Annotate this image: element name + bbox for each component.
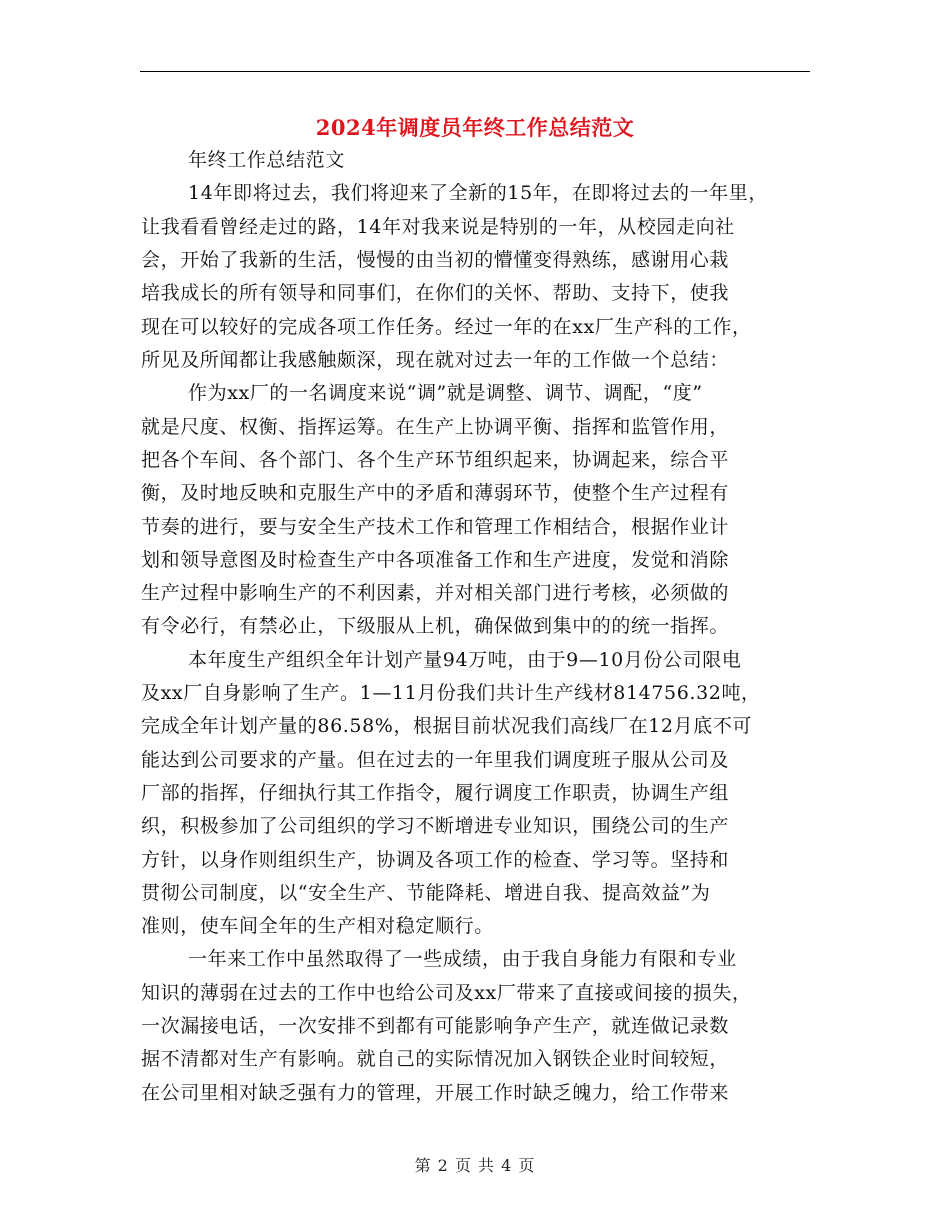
text-line: 现在可以较好的完成各项工作任务。经过一年的在xx厂生产科的工作，: [141, 316, 752, 338]
text-line: 厂部的指挥，仔细执行其工作指令，履行调度工作职责，协调生产组: [141, 782, 730, 804]
text-line: 有令必行，有禁必止，下级服从上机，确保做到集中的的统一指挥。: [141, 615, 730, 637]
text-line: 划和领导意图及时检查生产中各项准备工作和生产进度，发觉和消除: [141, 549, 730, 571]
text-line: 生产过程中影响生产的不利因素，并对相关部门进行考核，必须做的: [141, 582, 730, 604]
text-line: 会，开始了我新的生活，慢慢的由当初的懵懂变得熟练，感谢用心栽: [141, 249, 730, 271]
text-line: 年终工作总结范文: [188, 149, 345, 171]
text-line: 织，积极参加了公司组织的学习不断增进专业知识，围绕公司的生产: [141, 815, 730, 837]
text-line: 把各个车间、各个部门、各个生产环节组织起来，协调起来，综合平: [141, 449, 730, 471]
text-line: 能达到公司要求的产量。但在过去的一年里我们调度班子服从公司及: [141, 749, 730, 771]
text-line: 让我看看曾经走过的路，14年对我来说是特别的一年，从校园走向社: [141, 216, 735, 238]
text-line: 一年来工作中虽然取得了一些成绩，由于我自身能力有限和专业: [188, 948, 737, 970]
text-line: 本年度生产组织全年计划产量94万吨，由于9—10月份公司限电: [188, 649, 742, 671]
text-line: 所见及所闻都让我感触颇深，现在就对过去一年的工作做一个总结：: [141, 349, 730, 371]
text-line: 知识的薄弱在过去的工作中也给公司及xx厂带来了直接或间接的损失，: [141, 982, 752, 1004]
text-line: 准则，使车间全年的生产相对稳定顺行。: [141, 915, 494, 937]
text-line: 据不清都对生产有影响。就自己的实际情况加入钢铁企业时间较短，: [141, 1048, 730, 1070]
header-rule: [140, 71, 810, 72]
text-line: 衡，及时地反映和克服生产中的矛盾和薄弱环节，使整个生产过程有: [141, 482, 730, 504]
text-line: 就是尺度、权衡、指挥运筹。在生产上协调平衡、指挥和监管作用，: [141, 416, 730, 438]
text-line: 贯彻公司制度，以“安全生产、节能降耗、增进自我、提高效益”为: [141, 882, 711, 904]
text-line: 节奏的进行，要与安全生产技术工作和管理工作相结合，根据作业计: [141, 516, 730, 538]
text-line: 作为xx厂的一名调度来说“调”就是调整、调节、调配，“度”: [188, 382, 703, 404]
text-line: 培我成长的所有领导和同事们，在你们的关怀、帮助、支持下，使我: [141, 282, 730, 304]
text-line: 及xx厂自身影响了生产。1—11月份我们共计生产线材814756.32吨，: [141, 682, 761, 704]
document-title: 2024年调度员年终工作总结范文: [315, 115, 635, 140]
text-line: 14年即将过去，我们将迎来了全新的15年，在即将过去的一年里，: [188, 182, 768, 204]
text-line: 方针，以身作则组织生产，协调及各项工作的检查、学习等。坚持和: [141, 849, 730, 871]
text-line: 完成全年计划产量的86.58%，根据目前状况我们高线厂在12月底不可: [141, 715, 753, 737]
text-line: 在公司里相对缺乏强有力的管理，开展工作时缺乏魄力，给工作带来: [141, 1082, 730, 1104]
page-footer: 第 2 页 共 4 页: [414, 1156, 536, 1175]
text-line: 一次漏接电话，一次安排不到都有可能影响争产生产，就连做记录数: [141, 1015, 730, 1037]
